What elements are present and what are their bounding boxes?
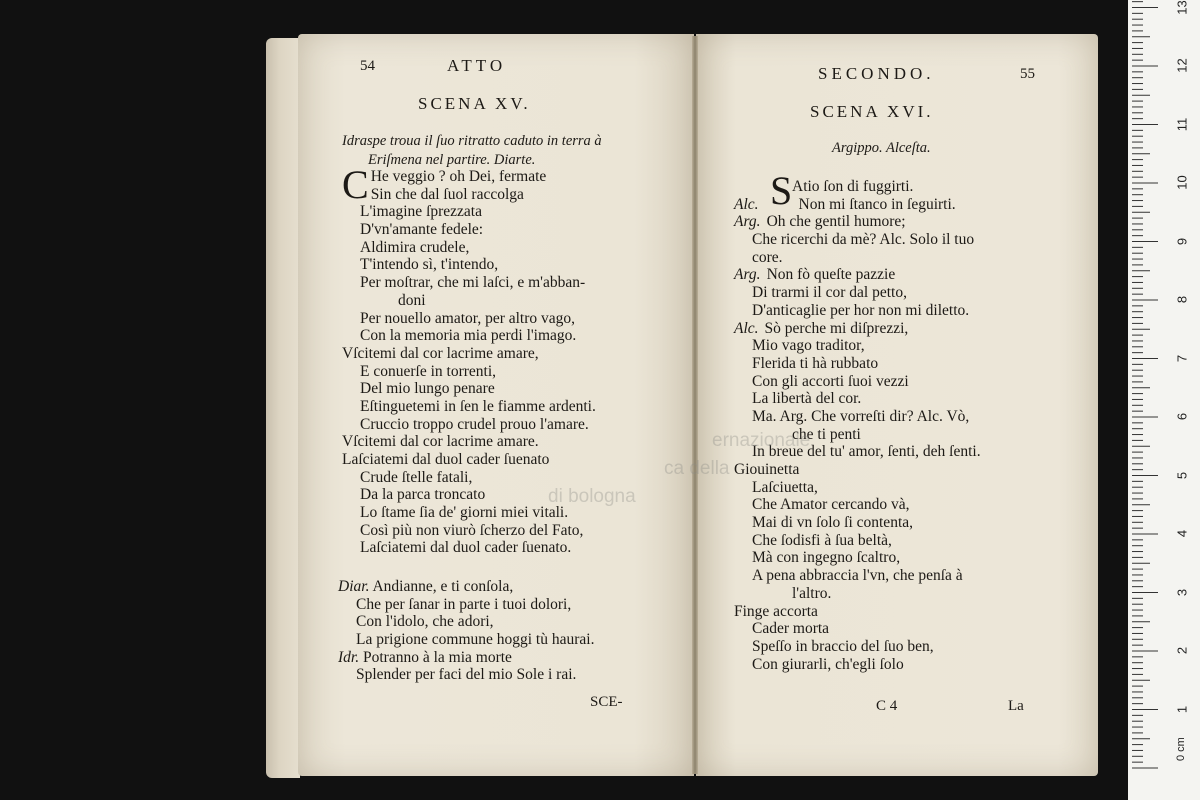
left-scene-title: SCENA XV. [418,94,531,113]
verse-text: A pena abbraccia l'vn, che penſa à [752,567,963,585]
verse-line [734,567,981,585]
right-verse-lines [734,168,981,673]
verse-text: Giouinetta [734,461,800,478]
verse-line: T'intendo sì, t'intendo, [360,256,499,274]
watermark-line-1: ernazionale [712,430,811,451]
verse-line: Sin che dal ſuol raccolga [370,185,524,203]
verse-line: Così più non viurò ſcherzo del Fato, [360,521,584,539]
left-dropcap: C [342,162,369,207]
verse-line [734,373,981,391]
verse-text: Sò perche mi diſprezzi, [764,319,909,337]
left-page-number: 54 [360,58,375,74]
right-running-head: SECONDO. [818,64,935,83]
verse-line [734,320,981,338]
diar-line: Andianne, e ti conſola, [372,578,514,595]
ruler-unit-label: 0 cm [1175,737,1187,761]
verse-text: l'altro. [792,584,832,602]
diar-line: La prigione commune hoggi tù haurai. [356,631,595,649]
verse-line [734,249,981,267]
watermark-line-2: ca della [664,458,730,479]
ruler-number: 3 [1174,588,1190,596]
diar-line: Che per ſanar in parte i tuoi dolori, [356,595,572,613]
verse-line [734,266,981,284]
verse-line [734,213,981,231]
verse-text: Speſſo in braccio del ſuo ben, [752,637,934,655]
verse-line: E conuerſe in torrenti, [360,362,497,380]
verse-text: Con giurarli, ch'egli ſolo [752,655,904,673]
verse-line [734,496,981,514]
ruler-number: 8 [1174,295,1190,304]
verse-line: Lo ſtame ſia de' giorni miei vitali. [360,504,569,522]
right-page-number: 55 [1020,66,1035,82]
verse-text: Di trarmi il cor dal petto, [752,284,907,302]
verse-line: Per moſtrar, che mi laſci, e m'abban- [360,274,586,292]
verse-text: Cader morta [752,620,830,638]
verse-text: Laſciuetta, [752,478,818,496]
verse-text: Che Amator cercando và, [752,496,910,514]
verse-text: core. [752,248,783,266]
verse-text: Ma. Arg. Che vorreſti dir? Alc. Vò, [752,407,970,425]
speaker-idr: Idr. [338,648,360,666]
verse-line [734,337,981,355]
verse-text: Che ricerchi da mè? Alc. Solo il tuo [752,231,975,249]
speaker-tag: Arg. [734,266,761,284]
verse-line: D'vn'amante fedele: [360,221,484,239]
verse-line [734,390,981,408]
verse-line [734,532,981,550]
verse-line [734,620,981,638]
verse-line [734,196,981,214]
speaker-diar: Diar. [338,578,370,595]
ruler-number: 10 [1174,175,1190,190]
ruler-number: 13 [1174,0,1190,15]
ruler-number: 5 [1174,471,1190,479]
verse-line: L'imagine ſprezzata [360,203,482,221]
verse-line: Aldimira crudele, [360,238,470,256]
right-scene-title: SCENA XVI. [810,102,934,121]
verse-text: Con gli accorti ſuoi vezzi [752,372,909,390]
verse-line [734,514,981,532]
verse-line [734,355,981,373]
diarte-speech [338,578,594,684]
verse-line [734,585,981,603]
idr-line: Potranno à la mia morte [362,648,512,666]
verse-line: Laſciatemi dal duol cader ſuenato. [360,539,572,557]
stage-direction-line-2: Eriſmena nel partire. Diarte. [368,152,536,168]
verse-line [734,231,981,249]
verse-text: Non mi ſtanco in ſeguirti. [798,195,956,213]
verse-line: Vſcitemi dal cor lacrime amare. [342,433,539,451]
verse-text: Mai di vn ſolo ſi contenta, [752,514,914,532]
verse-text: Flerida ti hà rubbato [752,354,879,372]
speaker-tag: Arg. [734,213,761,231]
verse-line: doni [398,291,426,309]
right-dropcap: S [770,168,793,213]
verse-line [734,638,981,656]
left-running-head: ATTO [447,56,507,75]
verse-text: Oh che gentil humore; [766,213,906,231]
verse-line [734,284,981,302]
verse-line: Laſciatemi dal duol cader ſuenato [342,451,550,468]
right-verse-block [734,168,981,673]
verse-line [734,302,981,320]
verse-text: Finge accorta [734,602,818,620]
right-signature: C 4 [876,698,898,714]
verse-line [734,461,981,479]
verse-line: Vſcitemi dal cor lacrime amare, [342,344,539,362]
verse-text: La libertà del cor. [752,390,862,408]
ruler-number: 11 [1174,117,1190,131]
left-catchword: SCE- [590,694,623,710]
page-stack-edge [266,38,300,778]
verse-line: Per nouello amator, per altro vago, [360,309,576,327]
ruler-number: 4 [1174,529,1190,538]
verse-text: D'anticaglie per hor non mi diletto. [752,301,970,319]
verse-line: He veggio ? oh Dei, fermate [370,168,547,185]
right-characters: Argippo. Alceſta. [832,140,931,156]
idr-line: Splender per faci del mio Sole i rai. [356,666,577,684]
verse-line [734,549,981,567]
ruler-number: 12 [1174,58,1190,73]
verse-text: Mio vago traditor, [752,337,865,355]
verse-line [734,479,981,497]
verse-line: Crude ſtelle fatali, [360,468,473,486]
verse-text: Mà con ingegno ſcaltro, [752,549,901,567]
watermark-line-3: di bologna [548,486,636,507]
verse-text: In breue del tu' amor, ſenti, deh ſenti. [752,443,981,461]
stage-direction-line-1: Idraspe troua il ſuo ritratto caduto in terra à [342,133,602,149]
right-catchword: La [1008,698,1024,714]
verse-line [734,656,981,674]
verse-text: Non fò queſte pazzie [766,266,896,284]
verse-line: Cruccio troppo crudel prouo l'amare. [360,415,589,433]
verse-text: Che ſodisfi à ſua beltà, [752,531,892,549]
ruler-number: 6 [1174,412,1190,421]
verse-text: che ti penti [792,425,861,443]
verse-text: Atio ſon di fuggirti. [792,178,914,195]
verse-line: Del mio lungo penare [360,380,495,398]
verse-line: Con la memoria mia perdi l'imago. [360,327,577,345]
verse-line [734,603,981,621]
verse-line: Eſtinguetemi in ſen le fiamme ardenti. [360,397,596,415]
speaker-tag: Alc. [734,319,759,337]
ruler-number: 2 [1174,646,1190,655]
ruler-number: 7 [1174,354,1190,362]
diar-line: Con l'idolo, che adori, [356,613,494,631]
book-gutter [692,36,698,774]
verse-line: Da la parca troncato [360,486,486,504]
ruler-number: 1 [1174,705,1190,713]
ruler-number: 9 [1174,237,1190,245]
speaker-tag: Alc. [734,195,759,213]
verse-line [734,408,981,426]
verse-line [734,178,981,196]
